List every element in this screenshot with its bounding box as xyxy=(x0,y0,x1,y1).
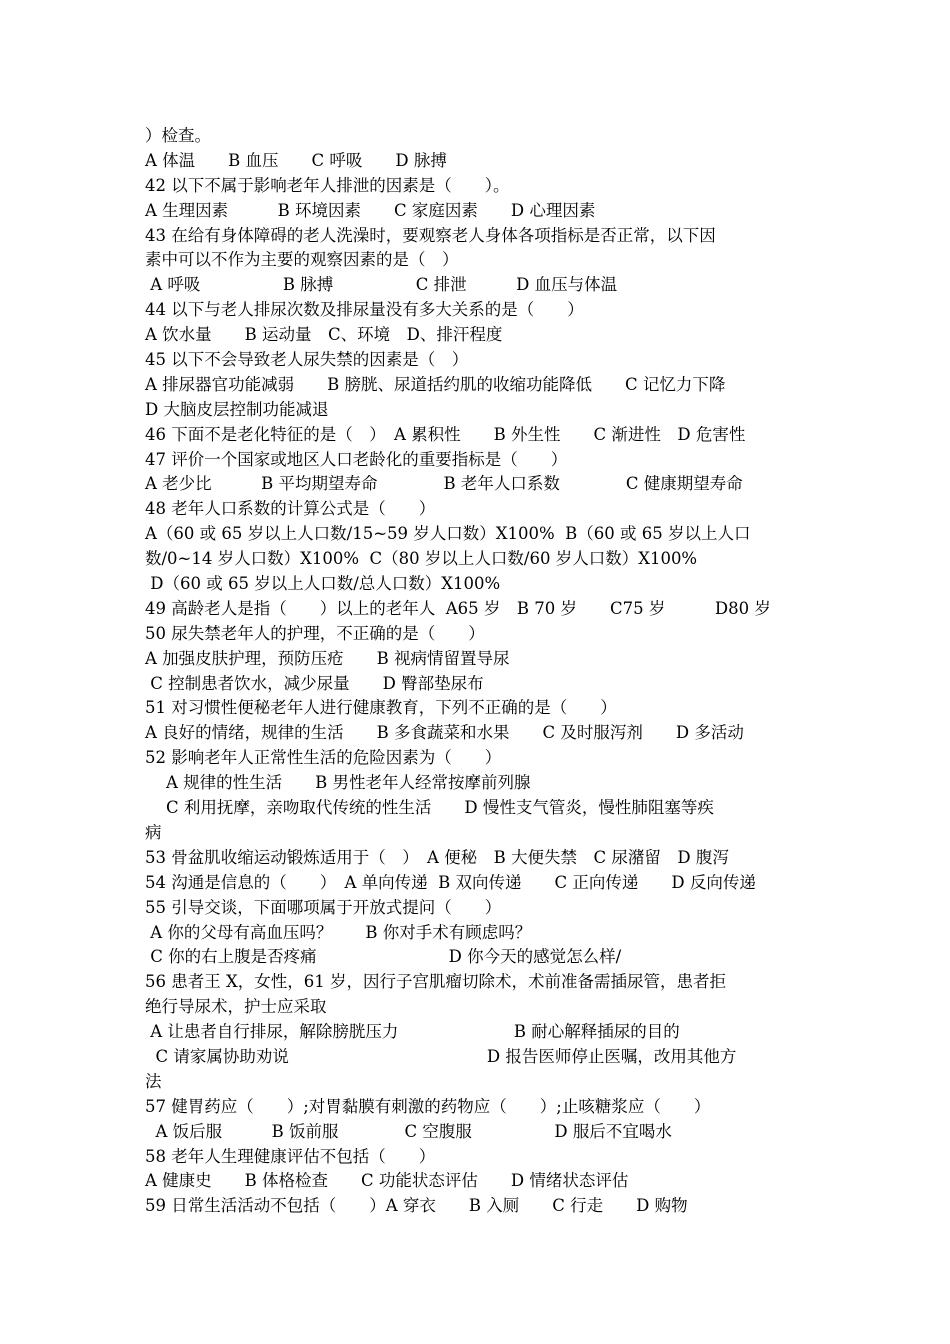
text-line: 56 患者王 X，女性，61 岁，因行子宫肌瘤切除术，术前准备需插尿管，患者拒 xyxy=(145,972,726,992)
text-line: 绝行导尿术，护士应采取 xyxy=(145,997,327,1017)
text-line: A 饭后服 B 饭前服 C 空腹服 D 服后不宜喝水 xyxy=(145,1121,672,1141)
text-line: 51 对习惯性便秘老年人进行健康教育，下列不正确的是（ ） xyxy=(145,698,617,718)
text-line: 47 评价一个国家或地区人口老龄化的重要指标是（ ） xyxy=(145,449,568,469)
text-line: ）检查。 xyxy=(145,126,211,145)
text-line: A 体温 B 血压 C 呼吸 D 脉搏 xyxy=(145,150,447,170)
text-line: 58 老年人生理健康评估不包括（ ） xyxy=(145,1146,436,1166)
text-line: 48 老年人口系数的计算公式是（ ） xyxy=(145,499,436,519)
text-line: 44 以下与老人排尿次数及排尿量没有多大关系的是（ ） xyxy=(145,300,584,320)
text-line: C 利用抚摩，亲吻取代传统的性生活 D 慢性支气管炎，慢性肺阻塞等疾 xyxy=(145,798,714,818)
text-line: 43 在给有身体障碍的老人洗澡时，要观察老人身体各项指标是否正常，以下因 xyxy=(145,225,716,245)
text-line: 42 以下不属于影响老年人排泄的因素是（ ）。 xyxy=(145,175,510,195)
text-line: 素中可以不作为主要的观察因素的是（ ） xyxy=(145,250,459,270)
text-line: A 老少比 B 平均期望寿命 B 老年人口系数 C 健康期望寿命 xyxy=(145,474,743,494)
text-line: A 让患者自行排尿，解除膀胱压力 B 耐心解释插尿的目的 xyxy=(145,1022,680,1042)
text-line: 病 xyxy=(145,822,162,842)
text-line: 53 骨盆肌收缩运动锻炼适用于（ ） A 便秘 B 大便失禁 C 尿潴留 D 腹泻 xyxy=(145,847,729,867)
text-line: A 加强皮肤护理，预防压疮 B 视病情留置导尿 xyxy=(145,648,510,668)
text-line: A 生理因素 B 环境因素 C 家庭因素 D 心理因素 xyxy=(145,200,596,220)
text-line: 59 日常生活活动不包括（ ）A 穿衣 B 入厕 C 行走 D 购物 xyxy=(145,1196,688,1216)
text-line: 52 影响老年人正常性生活的危险因素为（ ） xyxy=(145,748,502,768)
text-line: A 规律的性生活 B 男性老年人经常按摩前列腺 xyxy=(145,773,531,793)
text-line: A 呼吸 B 脉搏 C 排泄 D 血压与体温 xyxy=(145,275,618,295)
document-page xyxy=(145,124,815,1219)
text-line: C 你的右上腹是否疼痛 D 你今天的感觉怎么样/ xyxy=(145,947,622,967)
text-line: C 请家属协助劝说 D 报告医师停止医嘱，改用其他方 xyxy=(145,1046,737,1066)
text-line: 55 引导交谈，下面哪项属于开放式提问（ ） xyxy=(145,897,502,917)
text-line: 57 健胃药应（ ）;对胃黏膜有刺激的药物应（ ）;止咳糖浆应（ ） xyxy=(145,1096,711,1116)
text-line: D（60 或 65 岁以上人口数/总人口数）X100% xyxy=(145,574,501,594)
text-line: A 健康史 B 体格检查 C 功能状态评估 D 情绪状态评估 xyxy=(145,1171,629,1191)
text-line: 法 xyxy=(145,1071,162,1091)
text-line: C 控制患者饮水，减少尿量 D 臀部垫尿布 xyxy=(145,673,484,693)
text-line: 数/0~14 岁人口数）X100% C（80 岁以上人口数/60 岁人口数）X100% xyxy=(145,549,698,569)
text-line: 49 高龄老人是指（ ）以上的老年人 A65 岁 B 70 岁 C75 岁 D80 岁 xyxy=(145,598,771,618)
text-line: A（60 或 65 岁以上人口数/15~59 岁人口数）X100% B（60 或 65 岁以上人口 xyxy=(145,524,751,544)
text-line: A 你的父母有高血压吗？ B 你对手术有顾虑吗？ xyxy=(145,922,532,942)
text-line: A 良好的情绪，规律的生活 B 多食蔬菜和水果 C 及时服泻剂 D 多活动 xyxy=(145,723,744,743)
text-line: D 大脑皮层控制功能减退 xyxy=(145,399,329,419)
text-line: A 饮水量 B 运动量 C、环境 D、排汗程度 xyxy=(145,325,503,345)
text-line: 54 沟通是信息的（ ） A 单向传递 B 双向传递 C 正向传递 D 反向传递 xyxy=(145,872,756,892)
text-line: A 排尿器官功能减弱 B 膀胱、尿道括约肌的收缩功能降低 C 记忆力下降 xyxy=(145,374,726,394)
text-line: 45 以下不会导致老人尿失禁的因素是（ ） xyxy=(145,350,469,370)
text-line: 46 下面不是老化特征的是（ ） A 累积性 B 外生性 C 渐进性 D 危害性 xyxy=(145,424,746,444)
text-line: 50 尿失禁老年人的护理，不正确的是（ ） xyxy=(145,623,485,643)
